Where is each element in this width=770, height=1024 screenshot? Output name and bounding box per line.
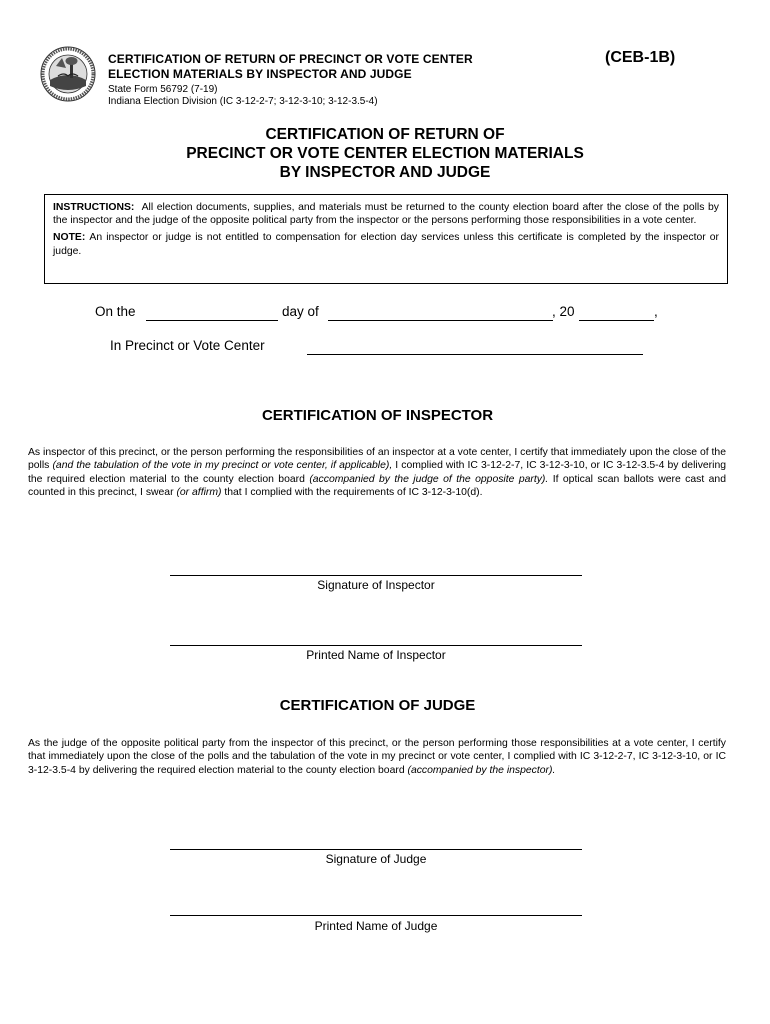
instructions-label: INSTRUCTIONS: — [53, 202, 135, 213]
form-code: (CEB-1B) — [605, 49, 676, 66]
indiana-state-seal-icon — [40, 46, 96, 102]
inspector-text-italic1: (and the tabulation of the vote in my precinct or vote center, if applicable), — [52, 460, 393, 472]
page-title-line2: PRECINCT OR VOTE CENTER ELECTION MATERIALS — [186, 145, 584, 162]
year-prefix-label: , 20 — [552, 304, 575, 319]
precinct-field[interactable] — [307, 340, 643, 355]
judge-certification-text — [28, 737, 726, 777]
inspector-section-title: CERTIFICATION OF INSPECTOR — [261, 407, 494, 424]
year-field[interactable] — [579, 306, 654, 321]
inspector-text-italic2: (accompanied by the judge of the opposite party). — [309, 473, 549, 485]
month-field[interactable] — [328, 306, 553, 321]
instructions-paragraph — [53, 201, 719, 227]
judge-signature-label: Signature of Judge — [325, 852, 427, 866]
judge-text-italic1: (accompanied by the inspector). — [407, 764, 556, 776]
on-the-label: On the — [95, 304, 136, 319]
note-paragraph — [53, 231, 719, 257]
inspector-signature-line[interactable] — [170, 575, 582, 576]
header-title-line1: CERTIFICATION OF RETURN OF PRECINCT OR VOTE CENTER — [108, 52, 473, 66]
inspector-text-part2: I complied with IC 3-12-2-7, IC 3-12-3-10, or IC 3-12-3.5-4 by delivering the required election material to the county election board — [28, 460, 726, 485]
state-form-number: State Form 56792 (7-19) — [108, 84, 218, 95]
precinct-label: In Precinct or Vote Center — [110, 338, 265, 353]
judge-printed-name-label: Printed Name of Judge — [314, 919, 438, 933]
page-title-line1: CERTIFICATION OF RETURN OF — [265, 126, 505, 143]
inspector-certification-text — [28, 446, 726, 499]
judge-signature-line[interactable] — [170, 849, 582, 850]
inspector-text-part3: If optical scan ballots were cast and counted in this precinct, I swear — [28, 473, 726, 498]
inspector-printed-name-line[interactable] — [170, 645, 582, 646]
page-title-line3: BY INSPECTOR AND JUDGE — [279, 164, 491, 181]
judge-section-title: CERTIFICATION OF JUDGE — [279, 697, 476, 714]
instructions-text: All election documents, supplies, and materials must be returned to the county election board after the close of the polls by the inspector and the judge of the opposite political party from the inspector or the persons performing those responsibilities in a vote center. — [53, 202, 719, 227]
day-of-label: day of — [282, 304, 319, 319]
inspector-text-italic3: (or affirm) — [176, 486, 222, 498]
judge-printed-name-line[interactable] — [170, 915, 582, 916]
inspector-text-part1: As inspector of this precinct, or the person performing the responsibilities of an inspector at a vote center, I certify that immediately upon the close of the polls — [28, 447, 726, 472]
date-comma: , — [654, 304, 658, 319]
inspector-signature-label: Signature of Inspector — [317, 578, 435, 592]
header-meta — [108, 84, 378, 108]
day-number-field[interactable] — [146, 306, 278, 321]
inspector-printed-name-label: Printed Name of Inspector — [306, 648, 446, 662]
instructions-box — [44, 194, 728, 284]
page-title — [0, 125, 770, 182]
note-label: NOTE: — [53, 232, 86, 244]
judge-text-part1: As the judge of the opposite political party from the inspector of this precinct, or the person performing those responsibilities at a vote center, I certify that immediately upon the close of the polls and the tabulation of the vote in my precinct or vote center, I complied with IC 3-12-2-7, IC 3-12-3-10, or IC 3-12-3.5-4 by delivering the required election material to the county election board — [28, 738, 726, 776]
header-title — [108, 52, 568, 82]
note-text: An inspector or judge is not entitled to compensation for election day services unless this certificate is completed by the inspector or judge. — [53, 232, 720, 257]
header-title-line2: ELECTION MATERIALS BY INSPECTOR AND JUDGE — [108, 67, 412, 81]
inspector-text-part4: that I complied with the requirements of IC 3-12-3-10(d). — [221, 486, 483, 498]
election-division-citation: Indiana Election Division (IC 3-12-2-7; 3-12-3-10; 3-12-3.5-4) — [108, 96, 378, 107]
